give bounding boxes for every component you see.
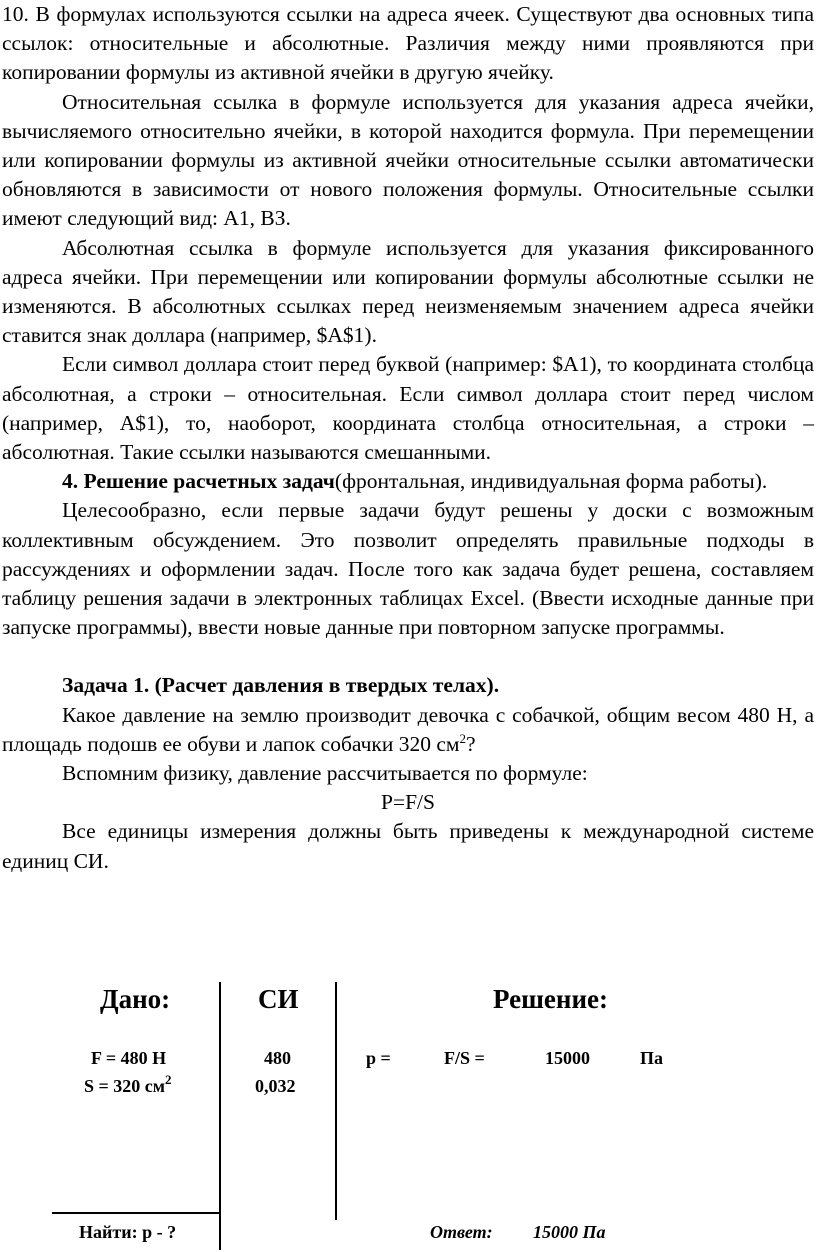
task-question-text: Какое давление на землю производит девочка с собачкой, общим весом 480 Н, а площадь подошв ее обуви и лапок собачки 320 см: [2, 702, 814, 756]
question-mark: ?: [466, 731, 476, 756]
answer-label: Ответ:: [430, 1222, 493, 1242]
formula: P=F/S: [381, 790, 435, 815]
solution-unit: Па: [640, 1048, 664, 1068]
body-text: [2, 0, 814, 876]
paragraph-absolute-reference: Абсолютная ссылка в формуле используется для указания фиксированного адреса ячейки. При перемещении или копировании формулы абсолютные ссылки не изменяются. В абсолютных ссылках перед неизменяемым значением адреса ячейки ставится знак доллара (например, $А$1).: [2, 235, 814, 348]
paragraph-mixed-reference: Если символ доллара стоит перед буквой (например: $А1), то координата столбца абсолютная, а строки – относительная. Если символ доллара стоит перед числом (например, А$1), то, наоборот, координата столбца относительная, а строки – абсолютная. Такие ссылки называются смешанными.: [2, 352, 814, 465]
section-4-note: (фронтальная, индивидуальная форма работы).: [334, 469, 768, 494]
solution-header: Решение:: [493, 984, 608, 1014]
solution-formula: F/S =: [444, 1048, 485, 1068]
section-4-heading: 4. Решение расчетных задач: [62, 469, 335, 494]
divider-si-solution: [335, 982, 337, 1220]
solution-table: [0, 970, 816, 1252]
si-header: СИ: [258, 984, 299, 1014]
given-force: F = 480 Н: [91, 1048, 167, 1068]
paragraph-task-question: [2, 701, 814, 759]
paragraph-relative-reference: Относительная ссылка в формуле используется для указания адреса ячейки, вычисляемого относительно ячейки, в которой находится формула. При перемещении или копировании формулы из активной ячейки относительные ссылки автоматически обновляются в зависимости от нового положения формулы. Относительные ссылки имеют следующий вид: А1, ВЗ.: [2, 89, 814, 231]
given-area-text: S = 320 см: [84, 1076, 166, 1096]
find-separator: [52, 1212, 220, 1214]
divider-given-si: [219, 982, 221, 1250]
paragraph-method: Целесообразно, если первые задачи будут решены у доски с возможным коллективным обсуждением. Это позволит определять правильные подходы в рассуждениях и оформлении задач. После того как задача будет решена, составляем таблицу решения задачи в электронных таблицах Excel. (Ввести исходные данные при запуске программы), ввести новые данные при повторном запуске программы.: [2, 498, 814, 640]
task-title: [2, 671, 814, 700]
si-force: 480: [264, 1048, 291, 1068]
si-area: 0,032: [255, 1076, 296, 1096]
paragraph-intro: 10. В формулах используются ссылки на адреса ячеек. Существуют два основных типа ссылок: относительные и абсолютные. Различия между ними проявляются при копировании формулы из активной ячейки в другую ячейку.: [2, 2, 814, 85]
paragraph-physics-reminder: Вспомним физику, давление рассчитывается по формуле:: [62, 761, 588, 786]
find-row: Найти: р - ?: [79, 1222, 177, 1242]
answer-value: 15000 Па: [533, 1222, 606, 1242]
given-header: Дано:: [100, 984, 171, 1014]
task-title-text: Задача 1. (Расчет давления в твердых телах).: [62, 673, 500, 698]
paragraph-si-units: Все единицы измерения должны быть приведены к международной системе единиц СИ.: [2, 819, 814, 873]
superscript: 2: [459, 730, 466, 746]
given-area: [84, 1072, 172, 1097]
paragraph-section-4: [2, 467, 814, 496]
solution-value: 15000: [545, 1048, 590, 1068]
spacer: [2, 642, 814, 671]
solution-p: p =: [366, 1048, 391, 1068]
superscript: 2: [165, 1072, 172, 1087]
